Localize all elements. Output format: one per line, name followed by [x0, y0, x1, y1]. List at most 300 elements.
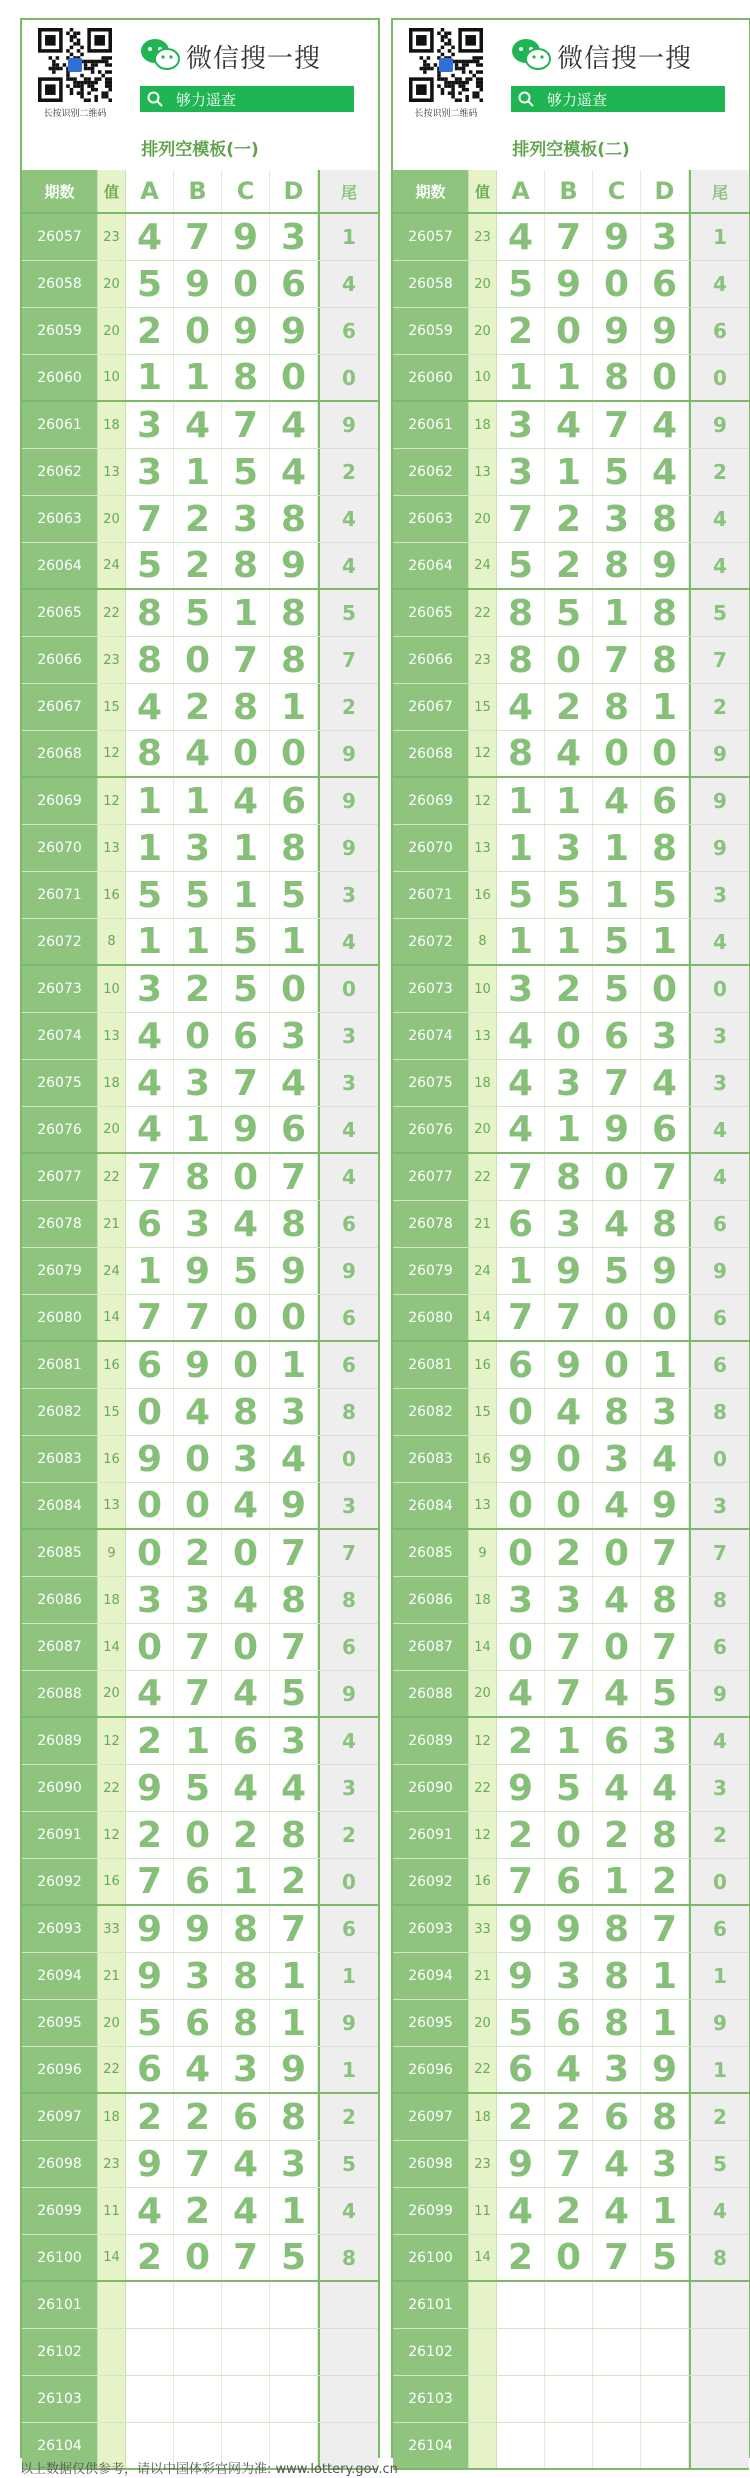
digit-b-cell: 9 [174, 1248, 222, 1294]
digit-d-cell: 3 [641, 1389, 689, 1435]
table-row [22, 1107, 378, 1154]
digit-b-cell: 0 [174, 637, 222, 683]
digit-a-cell: 2 [126, 1812, 174, 1858]
sum-cell: 8 [98, 919, 126, 964]
panel-header [393, 20, 749, 170]
tail-cell: 0 [318, 966, 378, 1012]
digit-d-cell: 8 [641, 2094, 689, 2140]
header-sum: 值 [469, 170, 497, 212]
table-row [22, 1201, 378, 1248]
digit-b-cell: 6 [545, 2000, 593, 2046]
digit-a-cell: 0 [497, 1530, 545, 1576]
digit-c-cell: 7 [593, 402, 641, 448]
sum-cell: 14 [469, 1295, 497, 1340]
digit-a-cell: 5 [126, 261, 174, 307]
tail-cell: 2 [318, 449, 378, 495]
digit-b-cell: 7 [545, 2141, 593, 2187]
period-cell: 26079 [393, 1248, 469, 1294]
digit-b-cell: 9 [545, 1248, 593, 1294]
sum-cell: 21 [98, 1201, 126, 1247]
digit-c-cell: 1 [222, 590, 270, 636]
period-cell: 26061 [22, 402, 98, 448]
tail-cell: 3 [318, 1060, 378, 1106]
digit-a-cell: 4 [126, 214, 174, 260]
period-cell: 26072 [22, 919, 98, 964]
tail-cell: 1 [689, 2047, 749, 2092]
digit-b-cell: 1 [545, 778, 593, 824]
sum-cell: 13 [469, 1483, 497, 1528]
digit-d-cell: 3 [270, 1013, 318, 1059]
tail-cell [689, 2329, 749, 2375]
sum-cell: 20 [469, 1671, 497, 1716]
tail-cell: 8 [689, 2235, 749, 2280]
sum-cell: 20 [98, 1107, 126, 1152]
digit-b-cell: 7 [174, 214, 222, 260]
digit-b-cell: 7 [174, 1295, 222, 1340]
tail-cell: 3 [318, 1013, 378, 1059]
qr-code-icon [38, 28, 112, 102]
digit-a-cell: 7 [497, 1859, 545, 1904]
period-cell: 26088 [22, 1671, 98, 1716]
digit-b-cell: 2 [545, 2094, 593, 2140]
digit-b-cell: 5 [174, 1765, 222, 1811]
digit-d-cell: 3 [641, 1718, 689, 1764]
wechat-brand [511, 38, 692, 74]
digit-b-cell: 1 [545, 1107, 593, 1152]
period-cell: 26101 [393, 2282, 469, 2328]
sum-cell: 13 [98, 1483, 126, 1528]
digit-d-cell: 3 [641, 214, 689, 260]
digit-c-cell: 8 [222, 1953, 270, 1999]
digit-b-cell: 4 [545, 2047, 593, 2092]
sum-cell: 13 [98, 449, 126, 495]
digit-a-cell: 6 [126, 2047, 174, 2092]
draw-table [22, 170, 378, 2470]
tail-cell: 1 [689, 214, 749, 260]
table-row [22, 1906, 378, 1953]
sum-cell: 16 [98, 1342, 126, 1388]
period-cell: 26092 [22, 1859, 98, 1904]
digit-a-cell [126, 2376, 174, 2422]
digit-a-cell: 7 [126, 1154, 174, 1200]
digit-a-cell: 2 [497, 2235, 545, 2280]
digit-d-cell [270, 2376, 318, 2422]
table-row [393, 543, 749, 590]
digit-c-cell: 5 [593, 966, 641, 1012]
digit-d-cell: 9 [641, 308, 689, 354]
digit-d-cell: 9 [270, 2047, 318, 2092]
digit-d-cell: 8 [641, 496, 689, 542]
table-row [22, 449, 378, 496]
digit-d-cell: 4 [641, 1436, 689, 1482]
sum-cell: 23 [469, 214, 497, 260]
period-cell: 26066 [22, 637, 98, 683]
header-b: B [174, 170, 222, 212]
header-c: C [222, 170, 270, 212]
period-cell: 26062 [393, 449, 469, 495]
sum-cell [469, 2329, 497, 2375]
digit-d-cell: 8 [641, 1201, 689, 1247]
tail-cell: 6 [318, 1342, 378, 1388]
sum-cell: 12 [469, 1812, 497, 1858]
digit-a-cell: 7 [497, 496, 545, 542]
table-row [393, 496, 749, 543]
digit-b-cell: 2 [545, 1530, 593, 1576]
digit-d-cell: 1 [270, 1342, 318, 1388]
tail-cell: 0 [318, 1436, 378, 1482]
sum-cell: 24 [469, 543, 497, 588]
qr-caption: 长按识别二维码 [414, 109, 478, 119]
period-cell: 26083 [393, 1436, 469, 1482]
digit-d-cell: 5 [270, 1671, 318, 1716]
tail-cell: 4 [689, 1107, 749, 1152]
period-cell: 26091 [393, 1812, 469, 1858]
digit-c-cell: 7 [593, 637, 641, 683]
digit-b-cell: 2 [174, 496, 222, 542]
period-cell: 26093 [393, 1906, 469, 1952]
tail-cell: 9 [318, 1671, 378, 1716]
period-cell: 26085 [393, 1530, 469, 1576]
digit-d-cell: 8 [641, 1812, 689, 1858]
tail-cell: 6 [318, 1906, 378, 1952]
digit-d-cell: 1 [641, 684, 689, 730]
digit-a-cell: 4 [497, 214, 545, 260]
table-row [393, 1483, 749, 1530]
sum-cell: 11 [98, 2188, 126, 2234]
table-row [22, 1248, 378, 1295]
sum-cell: 13 [98, 825, 126, 871]
digit-c-cell: 0 [593, 1530, 641, 1576]
digit-a-cell: 6 [497, 1201, 545, 1247]
digit-d-cell: 9 [641, 1248, 689, 1294]
digit-a-cell: 6 [126, 1201, 174, 1247]
sum-cell: 22 [98, 1765, 126, 1811]
wechat-search-title: 微信搜一搜 [186, 43, 322, 74]
search-icon [511, 86, 541, 112]
digit-a-cell [497, 2423, 545, 2468]
digit-c-cell: 4 [593, 1577, 641, 1623]
table-row [393, 2047, 749, 2094]
tail-cell: 7 [689, 1530, 749, 1576]
tail-cell: 2 [689, 684, 749, 730]
sum-cell: 22 [98, 2047, 126, 2092]
period-cell: 26060 [22, 355, 98, 400]
digit-c-cell: 6 [593, 2094, 641, 2140]
table-row [22, 308, 378, 355]
digit-a-cell: 0 [126, 1624, 174, 1670]
tail-cell: 5 [689, 2141, 749, 2187]
digit-c-cell: 1 [222, 872, 270, 918]
digit-b-cell: 2 [174, 543, 222, 588]
digit-c-cell: 3 [593, 496, 641, 542]
digit-b-cell: 0 [545, 308, 593, 354]
digit-d-cell: 6 [270, 1107, 318, 1152]
tail-cell: 0 [318, 1859, 378, 1904]
digit-a-cell: 4 [497, 1060, 545, 1106]
digit-c-cell: 4 [593, 1201, 641, 1247]
tail-cell: 1 [318, 1953, 378, 1999]
period-cell: 26072 [393, 919, 469, 964]
table-row [393, 1718, 749, 1765]
period-cell: 26061 [393, 402, 469, 448]
table-row [393, 2000, 749, 2047]
digit-b-cell: 7 [545, 1295, 593, 1340]
table-row [22, 966, 378, 1013]
digit-d-cell: 9 [270, 543, 318, 588]
table-row [22, 872, 378, 919]
digit-c-cell: 9 [593, 308, 641, 354]
period-cell: 26076 [22, 1107, 98, 1152]
digit-c-cell: 5 [593, 449, 641, 495]
digit-c-cell: 8 [222, 2000, 270, 2046]
digit-b-cell [545, 2282, 593, 2328]
sum-cell [469, 2423, 497, 2468]
header-a: A [497, 170, 545, 212]
digit-d-cell: 6 [641, 778, 689, 824]
digit-b-cell: 4 [174, 2047, 222, 2092]
table-row [393, 2188, 749, 2235]
tail-cell: 2 [318, 684, 378, 730]
digit-b-cell: 4 [545, 402, 593, 448]
qr-code-icon [409, 28, 483, 102]
digit-b-cell: 0 [545, 1812, 593, 1858]
digit-c-cell: 4 [222, 1577, 270, 1623]
digit-a-cell: 1 [497, 1248, 545, 1294]
period-cell: 26086 [393, 1577, 469, 1623]
digit-a-cell [126, 2329, 174, 2375]
digit-d-cell: 1 [641, 2000, 689, 2046]
period-cell: 26095 [22, 2000, 98, 2046]
sum-cell: 18 [98, 2094, 126, 2140]
digit-c-cell: 4 [593, 778, 641, 824]
digit-b-cell: 3 [174, 1577, 222, 1623]
tail-cell: 3 [689, 1765, 749, 1811]
tail-cell: 6 [689, 1201, 749, 1247]
digit-d-cell: 2 [270, 1859, 318, 1904]
digit-d-cell: 1 [641, 2188, 689, 2234]
tail-cell: 6 [689, 1342, 749, 1388]
period-cell: 26064 [22, 543, 98, 588]
tail-cell: 9 [318, 402, 378, 448]
digit-b-cell: 3 [545, 1577, 593, 1623]
digit-d-cell: 1 [270, 919, 318, 964]
sum-cell: 24 [469, 1248, 497, 1294]
table-row [22, 2329, 378, 2376]
digit-a-cell: 4 [497, 684, 545, 730]
digit-d-cell: 7 [641, 1906, 689, 1952]
digit-a-cell [126, 2282, 174, 2328]
table-row [22, 2047, 378, 2094]
tail-cell: 9 [318, 2000, 378, 2046]
digit-c-cell: 0 [593, 1624, 641, 1670]
period-cell: 26100 [393, 2235, 469, 2280]
table-row [22, 1060, 378, 1107]
digit-b-cell: 4 [545, 1389, 593, 1435]
period-cell: 26062 [22, 449, 98, 495]
sum-cell: 10 [98, 355, 126, 400]
sum-cell [469, 2376, 497, 2422]
tail-cell: 4 [318, 543, 378, 588]
sum-cell: 14 [469, 2235, 497, 2280]
digit-a-cell [497, 2376, 545, 2422]
digit-a-cell: 5 [497, 543, 545, 588]
table-row [393, 1154, 749, 1201]
sum-cell: 20 [98, 308, 126, 354]
tail-cell: 0 [689, 966, 749, 1012]
table-row [393, 825, 749, 872]
digit-d-cell: 9 [641, 543, 689, 588]
digit-b-cell: 1 [174, 778, 222, 824]
sum-cell: 20 [98, 261, 126, 307]
period-cell: 26081 [22, 1342, 98, 1388]
period-cell: 26074 [393, 1013, 469, 1059]
table-header-row [22, 170, 378, 214]
digit-d-cell: 0 [641, 966, 689, 1012]
digit-b-cell: 1 [174, 449, 222, 495]
search-bar[interactable] [511, 86, 725, 112]
sum-cell: 22 [469, 1154, 497, 1200]
tail-cell: 9 [689, 1671, 749, 1716]
digit-a-cell: 0 [497, 1483, 545, 1528]
tail-cell: 0 [318, 355, 378, 400]
tail-cell: 4 [689, 543, 749, 588]
header-b: B [545, 170, 593, 212]
tail-cell: 5 [689, 590, 749, 636]
digit-a-cell: 3 [497, 449, 545, 495]
period-cell: 26068 [393, 731, 469, 776]
digit-a-cell: 2 [126, 2235, 174, 2280]
digit-c-cell: 6 [593, 1013, 641, 1059]
table-row [393, 1765, 749, 1812]
sum-cell: 13 [469, 1013, 497, 1059]
period-cell: 26065 [22, 590, 98, 636]
digit-c-cell: 3 [222, 2047, 270, 2092]
digit-a-cell: 5 [126, 543, 174, 588]
sum-cell [469, 2282, 497, 2328]
tail-cell: 5 [318, 2141, 378, 2187]
period-cell: 26099 [393, 2188, 469, 2234]
digit-d-cell: 8 [641, 590, 689, 636]
table-row [22, 1530, 378, 1577]
digit-a-cell: 0 [497, 1624, 545, 1670]
digit-c-cell: 4 [222, 2188, 270, 2234]
tail-cell: 2 [689, 2094, 749, 2140]
table-row [22, 684, 378, 731]
digit-a-cell: 5 [126, 872, 174, 918]
digit-c-cell [593, 2282, 641, 2328]
table-row [393, 872, 749, 919]
digit-a-cell: 9 [126, 2141, 174, 2187]
digit-b-cell: 1 [174, 1718, 222, 1764]
tail-cell: 4 [318, 2188, 378, 2234]
table-row [393, 1624, 749, 1671]
sum-cell: 15 [469, 1389, 497, 1435]
digit-b-cell: 0 [545, 1013, 593, 1059]
period-cell: 26058 [393, 261, 469, 307]
tail-cell: 9 [318, 731, 378, 776]
period-cell: 26084 [393, 1483, 469, 1528]
table-row [393, 261, 749, 308]
sum-cell: 12 [469, 778, 497, 824]
tail-cell: 3 [689, 1013, 749, 1059]
digit-c-cell: 9 [593, 214, 641, 260]
digit-d-cell: 8 [270, 1812, 318, 1858]
sum-cell: 24 [98, 1248, 126, 1294]
digit-b-cell: 0 [545, 1483, 593, 1528]
digit-d-cell: 4 [641, 449, 689, 495]
digit-a-cell: 9 [497, 1765, 545, 1811]
sum-cell: 20 [98, 496, 126, 542]
digit-b-cell [545, 2376, 593, 2422]
digit-d-cell: 7 [641, 1530, 689, 1576]
digit-d-cell: 9 [270, 1248, 318, 1294]
digit-a-cell: 4 [497, 2188, 545, 2234]
digit-c-cell: 9 [222, 214, 270, 260]
digit-d-cell: 8 [270, 637, 318, 683]
search-bar[interactable] [140, 86, 354, 112]
tail-cell: 4 [689, 496, 749, 542]
period-cell: 26082 [393, 1389, 469, 1435]
period-cell: 26092 [393, 1859, 469, 1904]
period-cell: 26089 [393, 1718, 469, 1764]
period-cell: 26097 [393, 2094, 469, 2140]
period-cell: 26102 [393, 2329, 469, 2375]
sum-cell: 23 [98, 637, 126, 683]
sum-cell: 21 [469, 1201, 497, 1247]
digit-c-cell [593, 2329, 641, 2375]
tail-cell: 3 [318, 1483, 378, 1528]
tail-cell: 4 [318, 1718, 378, 1764]
digit-b-cell: 2 [174, 2188, 222, 2234]
table-row [22, 637, 378, 684]
sum-cell: 11 [469, 2188, 497, 2234]
period-cell: 26078 [22, 1201, 98, 1247]
digit-c-cell: 5 [222, 1248, 270, 1294]
digit-d-cell: 3 [270, 1389, 318, 1435]
digit-d-cell: 3 [270, 1718, 318, 1764]
digit-d-cell: 1 [641, 919, 689, 964]
digit-d-cell: 3 [270, 214, 318, 260]
digit-b-cell: 0 [545, 637, 593, 683]
digit-a-cell: 1 [497, 825, 545, 871]
table-row [22, 1389, 378, 1436]
digit-d-cell: 0 [641, 1295, 689, 1340]
period-cell: 26075 [22, 1060, 98, 1106]
tail-cell [689, 2282, 749, 2328]
tail-cell: 3 [318, 1765, 378, 1811]
table-row [393, 1436, 749, 1483]
tail-cell [318, 2376, 378, 2422]
tail-cell: 2 [689, 449, 749, 495]
period-cell: 26057 [393, 214, 469, 260]
tail-cell: 3 [689, 872, 749, 918]
digit-c-cell: 5 [222, 919, 270, 964]
period-cell: 26058 [22, 261, 98, 307]
table-row [393, 1201, 749, 1248]
digit-a-cell: 4 [126, 1671, 174, 1716]
digit-b-cell: 1 [174, 355, 222, 400]
digit-d-cell: 5 [270, 2235, 318, 2280]
tail-cell: 0 [689, 1859, 749, 1904]
sum-cell: 18 [469, 1060, 497, 1106]
panel-title: 排列空模板(二) [512, 140, 630, 160]
digit-b-cell: 2 [545, 2188, 593, 2234]
period-cell: 26068 [22, 731, 98, 776]
tail-cell: 8 [689, 1389, 749, 1435]
digit-c-cell: 8 [593, 1389, 641, 1435]
tail-cell: 8 [318, 1389, 378, 1435]
table-row [393, 1812, 749, 1859]
